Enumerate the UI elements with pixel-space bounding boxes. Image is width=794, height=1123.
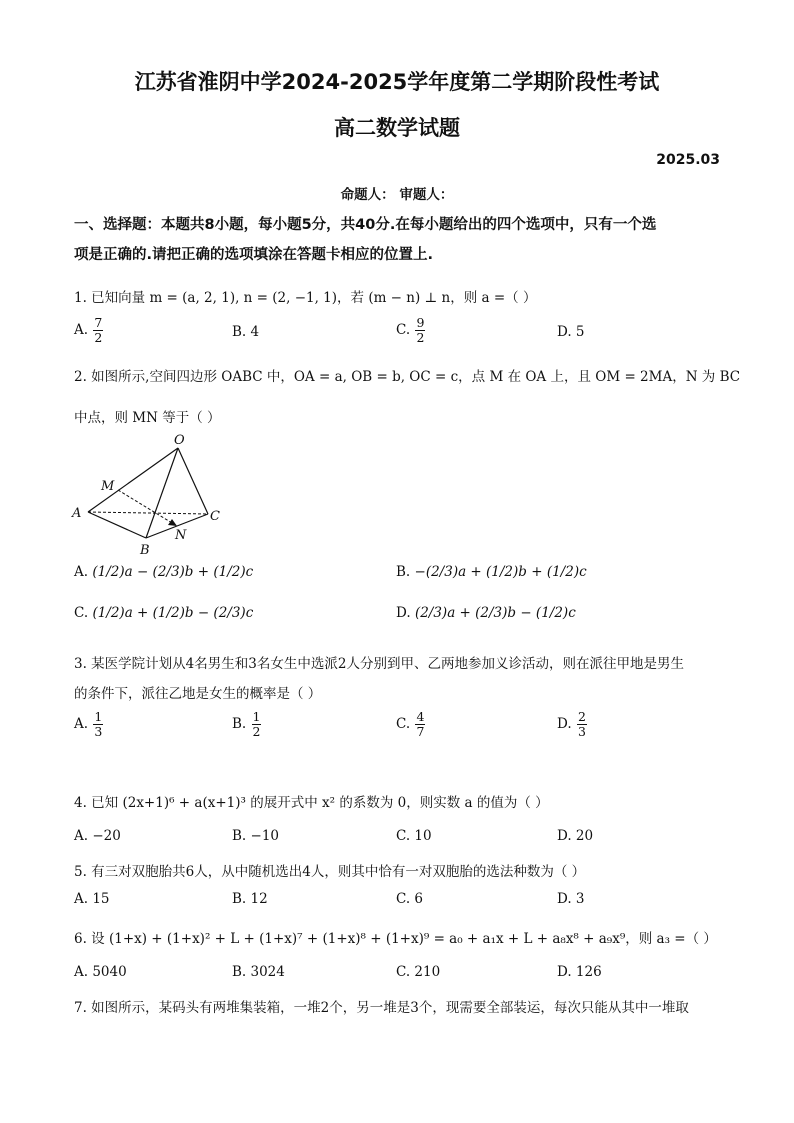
q1-option-c-label: C. (396, 322, 411, 338)
q1-a-num: 7 (94, 315, 103, 330)
q2-option-c-label: C. (74, 605, 89, 621)
q2-option-d (396, 605, 576, 621)
q3-option-c-fraction (415, 710, 425, 739)
q3-d-den: 3 (577, 724, 586, 739)
q3-option-b-fraction (252, 710, 262, 739)
label-c: C (210, 509, 220, 524)
segment-mn (118, 490, 177, 526)
q6-option-d: D. 126 (557, 964, 602, 980)
q4-option-c: C. 10 (396, 828, 432, 844)
q1-option-c (396, 316, 426, 345)
q4-option-b: B. −10 (232, 828, 279, 844)
q1-option-c-fraction (415, 316, 425, 345)
q5-option-a: A. 15 (74, 891, 110, 907)
q5-stem: 5. 有三对双胞胎共6人，从中随机选出4人，则其中恰有一对双胞胎的选法种数为（ ） (74, 864, 586, 880)
q4-stem: 4. 已知 (2x+1)⁶ + a(x+1)³ 的展开式中 x² 的系数为 0，则实数 a 的值为（ ） (74, 795, 549, 811)
q3-c-num: 4 (416, 709, 425, 724)
label-n: N (175, 528, 187, 543)
q3-a-num: 1 (94, 709, 103, 724)
q1-option-a (74, 316, 104, 345)
q5-option-b: B. 12 (232, 891, 268, 907)
q3-c-den: 7 (416, 724, 425, 739)
edge-oc (178, 448, 208, 514)
section1-instructions-2: 项是正确的.请把正确的选项填涂在答题卡相应的位置上. (74, 247, 434, 263)
label-b: B (140, 543, 150, 558)
q7-stem: 7. 如图所示，某码头有两堆集装箱，一堆2个，另一堆是3个，现需要全部装运，每次只能从其中一堆取 (74, 1000, 689, 1016)
q3-option-b-label: B. (232, 716, 247, 732)
q3-stem: 3. 某医学院计划从4名男生和3名女生中选派2人分别到甲、乙两地参加义诊活动，则在派往甲地是男生 (74, 656, 684, 672)
label-o: O (174, 433, 185, 448)
q3-option-b (232, 710, 262, 739)
q2-option-c (74, 605, 253, 621)
edge-ac-hidden (88, 512, 208, 514)
q1-option-a-fraction (93, 316, 103, 345)
q2-option-c-expr: (1/2)a + (1/2)b − (2/3)c (92, 605, 254, 621)
q4-option-a: A. −20 (74, 828, 121, 844)
q3-option-d-fraction (577, 710, 587, 739)
q3-b-den: 2 (252, 724, 261, 739)
q3-b-num: 1 (252, 709, 261, 724)
q2-option-d-label: D. (396, 605, 411, 621)
tetrahedron-figure (68, 432, 228, 560)
q6-stem: 6. 设 (1+x) + (1+x)² + L + (1+x)⁷ + (1+x)⁸ + (1+x)⁹ = a₀ + a₁x + L + a₈x⁸ + a₉x⁹，则 a₃ =（ ） (74, 931, 717, 947)
q1-c-den: 2 (416, 330, 425, 345)
q1-option-b: B. 4 (232, 324, 260, 340)
q3-a-den: 3 (94, 724, 103, 739)
q2-option-b (396, 564, 587, 580)
q2-option-b-expr: −(2/3)a + (1/2)b + (1/2)c (414, 564, 587, 580)
arrow-head-n (168, 519, 177, 526)
q5-option-d: D. 3 (557, 891, 585, 907)
exam-title: 江苏省淮阴中学2024-2025学年度第二学期阶段性考试 (134, 70, 660, 94)
q3-option-a-fraction (93, 710, 103, 739)
label-m: M (101, 479, 115, 494)
q1-c-num: 9 (416, 315, 425, 330)
q4-option-d: D. 20 (557, 828, 594, 844)
q1-option-a-label: A. (74, 322, 89, 338)
q2-option-a-expr: (1/2)a − (2/3)b + (1/2)c (92, 564, 254, 580)
exam-date: 2025.03 (656, 152, 720, 168)
q3-option-d-label: D. (557, 716, 572, 732)
q3-option-a-label: A. (74, 716, 89, 732)
q2-option-a-label: A. (74, 564, 89, 580)
q1-a-den: 2 (94, 330, 103, 345)
q1-stem: 1. 已知向量 m = (a, 2, 1), n = (2, −1, 1)，若 (m − n) ⊥ n，则 a =（ ） (74, 290, 537, 306)
authors-line: 命题人： 审题人： (340, 187, 454, 203)
q2-option-b-label: B. (396, 564, 411, 580)
q3-d-num: 2 (577, 709, 586, 724)
q1-option-d: D. 5 (557, 324, 585, 340)
q3-option-d (557, 710, 588, 739)
q2-stem: 2. 如图所示,空间四边形 OABC 中，OA = a, OB = b, OC = c，点 M 在 OA 上，且 OM = 2MA，N 为 BC (74, 369, 741, 385)
q6-option-a: A. 5040 (74, 964, 127, 980)
q3-option-c-label: C. (396, 716, 411, 732)
q2-option-a (74, 564, 253, 580)
exam-subtitle: 高二数学试题 (334, 116, 460, 140)
section1-instructions-1: 一、选择题：本题共8小题，每小题5分，共40分.在每小题给出的四个选项中，只有一个选 (74, 217, 657, 233)
q6-option-c: C. 210 (396, 964, 441, 980)
q3-option-c (396, 710, 426, 739)
q3-option-a (74, 710, 104, 739)
q2-stem-2: 中点，则 MN 等于（ ） (74, 410, 221, 426)
q2-option-d-expr: (2/3)a + (2/3)b − (1/2)c (414, 605, 576, 621)
edge-ab (88, 512, 146, 538)
label-a: A (72, 506, 82, 521)
q5-option-c: C. 6 (396, 891, 424, 907)
q6-option-b: B. 3024 (232, 964, 285, 980)
q3-stem-2: 的条件下，派往乙地是女生的概率是（ ） (74, 686, 322, 702)
